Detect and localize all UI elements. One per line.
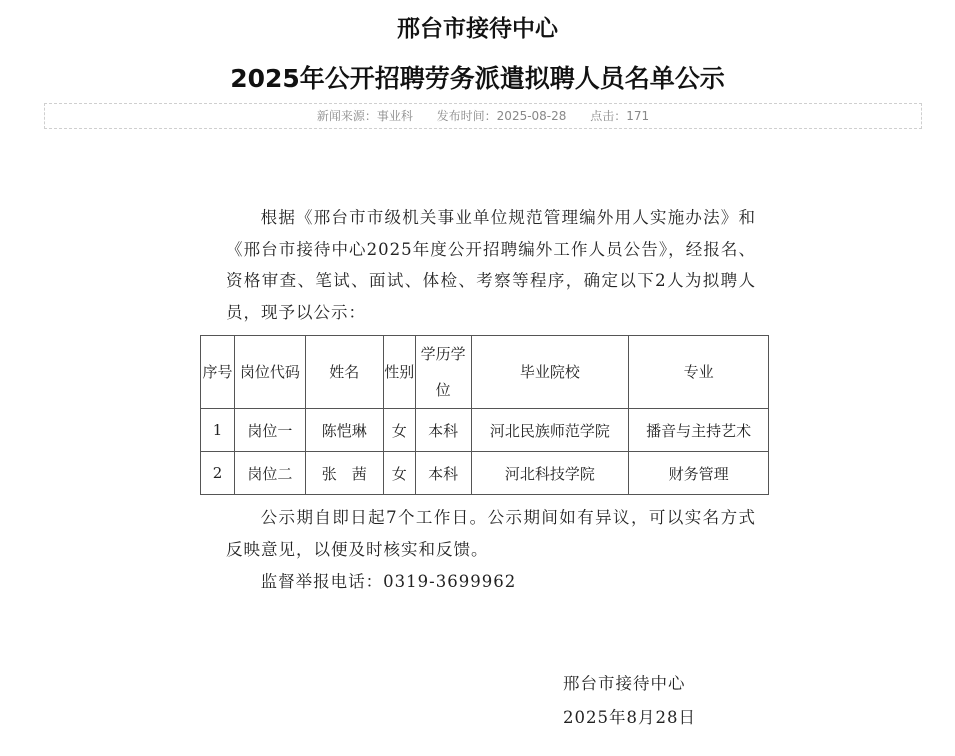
page-title: 邢台市接待中心 xyxy=(397,16,558,42)
cell-name: 陈恺琳 xyxy=(305,409,383,452)
intro-paragraph: 根据《邢台市市级机关事业单位规范管理编外用人实施办法》和《邢台市接待中心2025年度公开招聘编外工作人员公告》，经报名、资格审查、笔试、面试、体检、考察等程序，确定以下2人为拟聘人员，现予以公示： xyxy=(226,208,756,322)
table-row xyxy=(201,409,769,452)
table-header-row xyxy=(201,336,769,409)
signature-date: 2025年8月28日 xyxy=(563,708,696,727)
cell-school: 河北民族师范学院 xyxy=(471,409,629,452)
cell-index: 1 xyxy=(201,409,235,452)
publish-date: 发布时间：2025-08-28 xyxy=(436,109,567,123)
cell-name: 张 茜 xyxy=(305,452,383,495)
cell-major: 播音与主持艺术 xyxy=(629,409,769,452)
cell-education: 本科 xyxy=(415,409,471,452)
candidate-table xyxy=(200,335,769,495)
table-row xyxy=(201,452,769,495)
cell-education: 本科 xyxy=(415,452,471,495)
header-education: 学历学位 xyxy=(415,336,471,409)
click-count: 点击：171 xyxy=(590,109,650,123)
article-meta-bar xyxy=(44,103,922,129)
header-position-code: 岗位代码 xyxy=(234,336,305,409)
header-major: 专业 xyxy=(629,336,769,409)
candidate-table-wrapper xyxy=(200,335,769,495)
cell-position-code: 岗位二 xyxy=(234,452,305,495)
header-gender: 性别 xyxy=(383,336,415,409)
cell-gender: 女 xyxy=(383,452,415,495)
supervision-phone: 监督举报电话：0319-3699962 xyxy=(260,572,517,591)
publicity-period-paragraph: 公示期自即日起7个工作日。公示期间如有异议，可以实名方式反映意见，以便及时核实和反馈。 xyxy=(226,508,756,559)
header-school: 毕业院校 xyxy=(471,336,629,409)
header-name: 姓名 xyxy=(305,336,383,409)
news-source: 新闻来源：事业科 xyxy=(316,109,413,123)
signature-organization: 邢台市接待中心 xyxy=(563,674,686,693)
cell-gender: 女 xyxy=(383,409,415,452)
cell-school: 河北科技学院 xyxy=(471,452,629,495)
cell-index: 2 xyxy=(201,452,235,495)
cell-major: 财务管理 xyxy=(629,452,769,495)
cell-position-code: 岗位一 xyxy=(234,409,305,452)
header-index: 序号 xyxy=(201,336,235,409)
page-subtitle: 2025年公开招聘劳务派遣拟聘人员名单公示 xyxy=(230,64,725,93)
